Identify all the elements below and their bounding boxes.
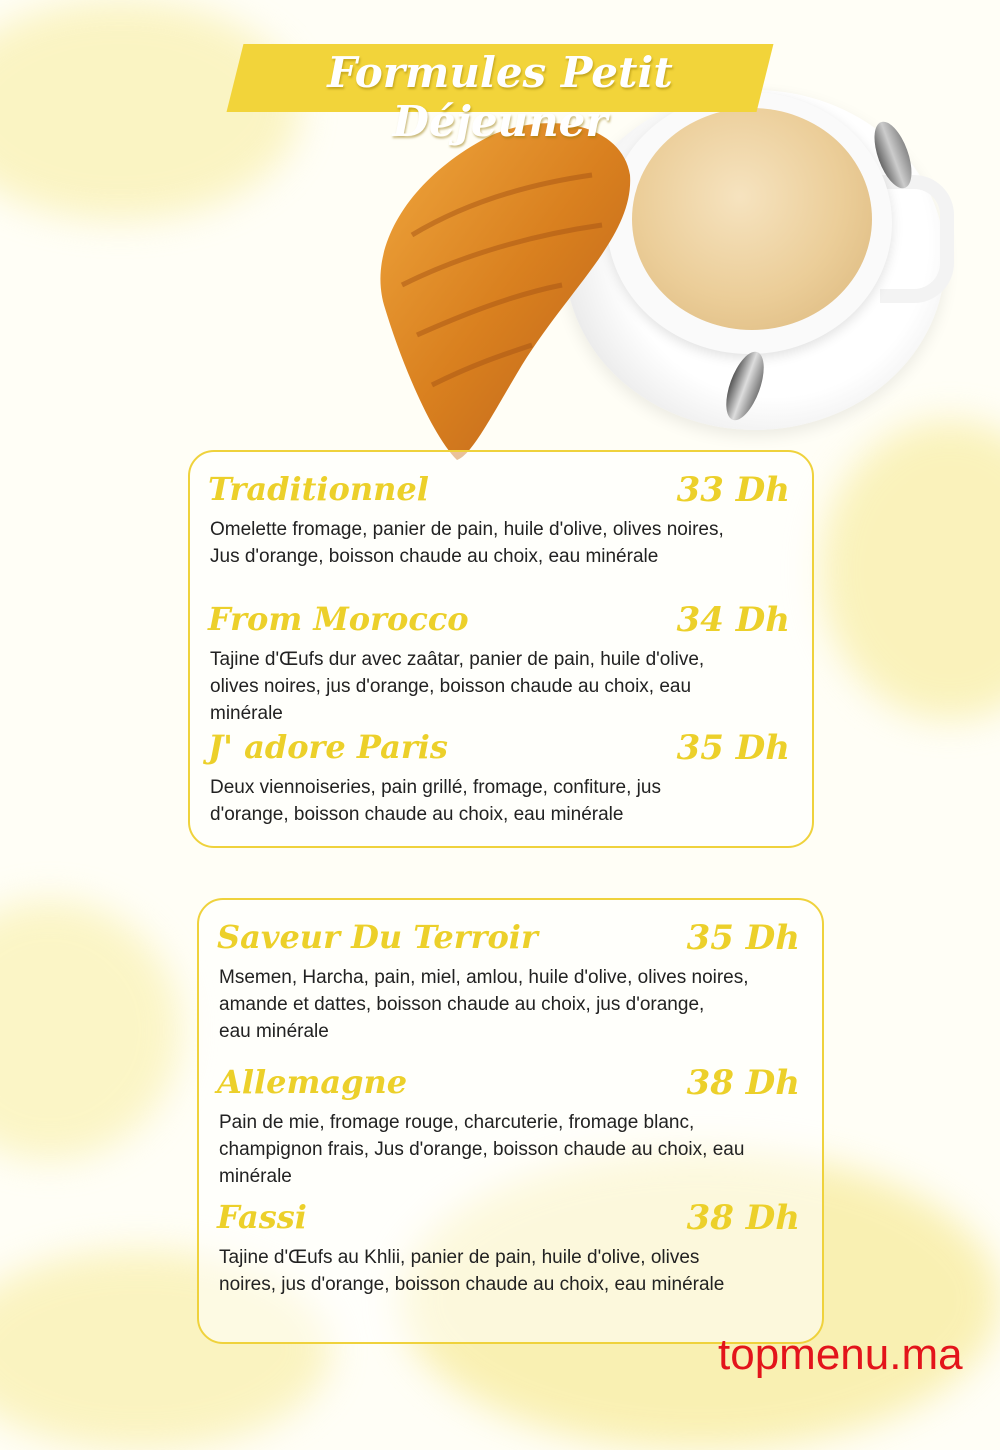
- item-description: Msemen, Harcha, pain, miel, amlou, huile d'olive, olives noires, amande et dattes, boisson chaude au choix, jus d'orange, eau minérale: [219, 967, 749, 1042]
- item-description: Omelette fromage, panier de pain, huile d'olive, olives noires, Jus d'orange, boisson chaude au choix, eau minérale: [210, 519, 724, 567]
- menu-section-2: [197, 898, 824, 1344]
- item-price: 34 Dh: [676, 600, 790, 640]
- item-name: Fassi: [217, 1198, 307, 1236]
- item-name: Saveur Du Terroir: [217, 918, 538, 956]
- item-price: 33 Dh: [676, 470, 790, 510]
- item-price: 35 Dh: [676, 728, 790, 768]
- item-price: 35 Dh: [686, 918, 800, 958]
- page-title: Formules Petit Déjeuner: [327, 48, 673, 146]
- item-description: Pain de mie, fromage rouge, charcuterie, fromage blanc, champignon frais, Jus d'orange, boisson chaude au choix, eau minérale: [219, 1112, 745, 1187]
- item-name: Traditionnel: [208, 470, 429, 508]
- item-price: 38 Dh: [686, 1063, 800, 1103]
- item-description: Tajine d'Œufs au Khlii, panier de pain, huile d'olive, olives noires, jus d'orange, boisson chaude au choix, eau minérale: [219, 1247, 725, 1295]
- item-price: 38 Dh: [686, 1198, 800, 1238]
- menu-section-1: [188, 450, 814, 848]
- watermark: topmenu.ma: [718, 1330, 963, 1379]
- item-name: From Morocco: [208, 600, 469, 638]
- item-description: Tajine d'Œufs dur avec zaâtar, panier de pain, huile d'olive, olives noires, jus d'orange, boisson chaude au choix, eau minérale: [210, 649, 705, 724]
- item-name: Allemagne: [217, 1063, 408, 1101]
- item-name: J' adore Paris: [208, 728, 448, 766]
- croissant-image: [372, 115, 632, 465]
- item-description: Deux viennoiseries, pain grillé, fromage, confiture, jus d'orange, boisson chaude au choix, eau minérale: [210, 777, 661, 825]
